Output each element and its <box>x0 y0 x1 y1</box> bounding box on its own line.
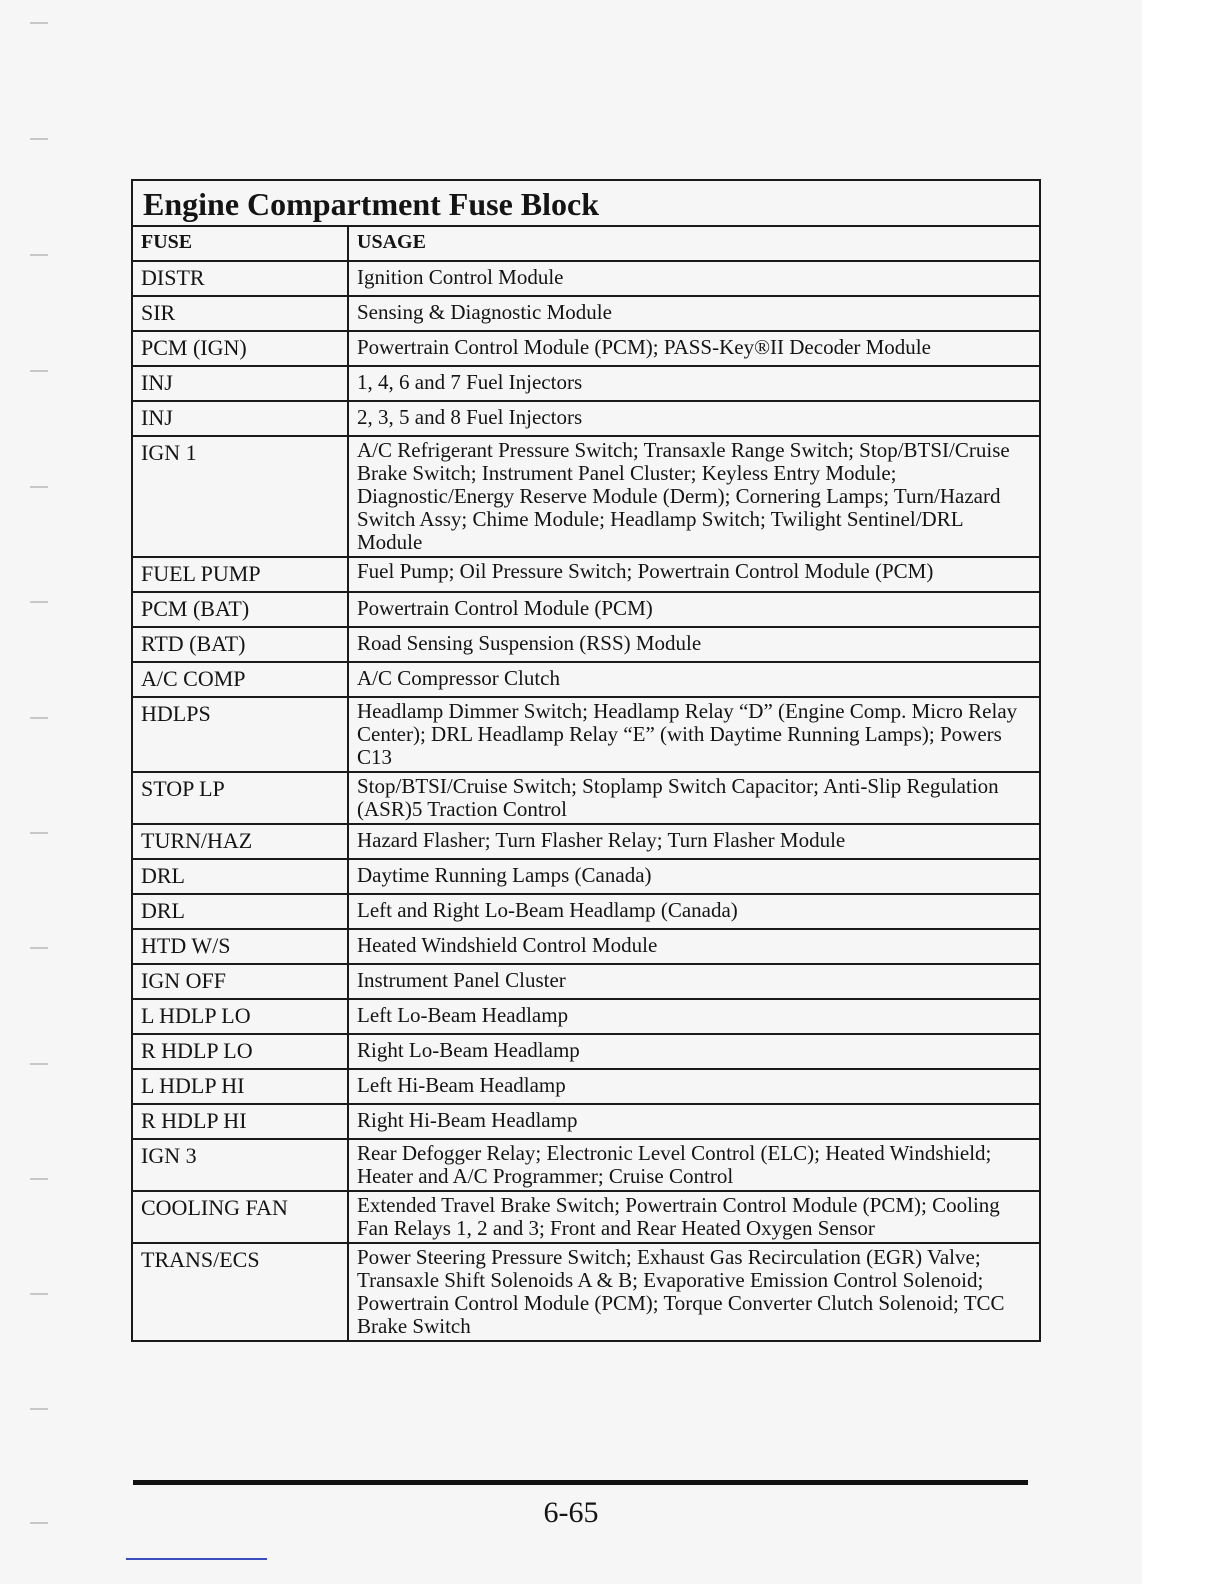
usage-cell: A/C Compressor Clutch <box>357 666 560 690</box>
fuse-cell: DISTR <box>133 262 349 295</box>
fuse-cell: A/C COMP <box>133 663 349 696</box>
fuse-cell: DRL <box>133 860 349 893</box>
usage-cell: A/C Refrigerant Pressure Switch; Transaxle Range Switch; Stop/BTSI/Cruise Brake Switch; Instrument Panel Cluster; Keyless Entry Module; Diagnostic/Energy Reserve Module (Derm); Cornering Lamps; Turn/Hazard Switch Assy; Chime Module; Headlamp Switch; Twilight Sentinel/DRL Module <box>357 438 1010 554</box>
margin-tick <box>30 254 48 256</box>
table-row <box>133 1192 1039 1244</box>
usage-cell: Rear Defogger Relay; Electronic Level Control (ELC); Heated Windshield; Heater and A/C Programmer; Cruise Control <box>357 1141 992 1188</box>
usage-cell: Fuel Pump; Oil Pressure Switch; Powertrain Control Module (PCM) <box>357 559 934 583</box>
table-header-row <box>133 227 1039 262</box>
table-title: Engine Compartment Fuse Block <box>133 181 1039 227</box>
fuse-table <box>131 179 1041 1342</box>
table-row <box>133 930 1039 965</box>
header-usage: USAGE <box>357 231 426 253</box>
usage-cell: Power Steering Pressure Switch; Exhaust Gas Recirculation (EGR) Valve; Transaxle Shift Solenoids A & B; Evaporative Emission Control Solenoid; Powertrain Control Module (PCM); Torque Converter Clutch Solenoid; TCC Brake Switch <box>357 1245 1005 1338</box>
usage-cell: Right Lo-Beam Headlamp <box>357 1038 580 1062</box>
margin-tick <box>30 370 48 372</box>
margin-tick <box>30 1178 48 1180</box>
usage-cell: Left and Right Lo-Beam Headlamp (Canada) <box>357 898 738 922</box>
fuse-cell: IGN OFF <box>133 965 349 998</box>
fuse-cell: STOP LP <box>133 773 349 823</box>
usage-cell: Stop/BTSI/Cruise Switch; Stoplamp Switch Capacitor; Anti-Slip Regulation (ASR)5 Traction Control <box>357 774 999 821</box>
table-row <box>133 860 1039 895</box>
fuse-cell: R HDLP LO <box>133 1035 349 1068</box>
margin-tick <box>30 1408 48 1410</box>
usage-cell: 1, 4, 6 and 7 Fuel Injectors <box>357 370 583 394</box>
table-row <box>133 1035 1039 1070</box>
fuse-cell: RTD (BAT) <box>133 628 349 661</box>
margin-tick <box>30 1063 48 1065</box>
fuse-cell: FUEL PUMP <box>133 558 349 591</box>
usage-cell: Right Hi-Beam Headlamp <box>357 1108 578 1132</box>
fuse-cell: HTD W/S <box>133 930 349 963</box>
fuse-cell: SIR <box>133 297 349 330</box>
margin-tick <box>30 717 48 719</box>
fuse-cell: TRANS/ECS <box>133 1244 349 1340</box>
fuse-cell: PCM (IGN) <box>133 332 349 365</box>
margin-tick <box>30 832 48 834</box>
usage-cell: Powertrain Control Module (PCM); PASS-Key®II Decoder Module <box>357 335 931 359</box>
link-underline <box>126 1558 267 1560</box>
usage-cell: Sensing & Diagnostic Module <box>357 300 612 324</box>
page-number: 6-65 <box>543 1496 599 1529</box>
fuse-cell: HDLPS <box>133 698 349 771</box>
table-row <box>133 593 1039 628</box>
table-row <box>133 825 1039 860</box>
table-row <box>133 402 1039 437</box>
fuse-cell: L HDLP LO <box>133 1000 349 1033</box>
usage-cell: Road Sensing Suspension (RSS) Module <box>357 631 702 655</box>
usage-cell: Heated Windshield Control Module <box>357 933 658 957</box>
header-fuse: FUSE <box>133 227 349 260</box>
table-row <box>133 1070 1039 1105</box>
table-row <box>133 895 1039 930</box>
margin-tick <box>30 947 48 949</box>
fuse-cell: COOLING FAN <box>133 1192 349 1242</box>
table-row <box>133 262 1039 297</box>
usage-cell: Daytime Running Lamps (Canada) <box>357 863 652 887</box>
fuse-cell: IGN 1 <box>133 437 349 556</box>
table-row <box>133 367 1039 402</box>
fuse-cell: INJ <box>133 402 349 435</box>
fuse-cell: TURN/HAZ <box>133 825 349 858</box>
table-row <box>133 332 1039 367</box>
table-row <box>133 663 1039 698</box>
table-row <box>133 1140 1039 1192</box>
table-row <box>133 965 1039 1000</box>
usage-cell: Instrument Panel Cluster <box>357 968 566 992</box>
table-row <box>133 558 1039 593</box>
table-row <box>133 773 1039 825</box>
usage-cell: Headlamp Dimmer Switch; Headlamp Relay “D” (Engine Comp. Micro Relay Center); DRL Headlamp Relay “E” (with Daytime Running Lamps); Powers C13 <box>357 699 1018 769</box>
margin-tick <box>30 138 48 140</box>
margin-tick <box>30 22 48 24</box>
table-row <box>133 1244 1039 1340</box>
table-row <box>133 698 1039 773</box>
fuse-cell: L HDLP HI <box>133 1070 349 1103</box>
usage-cell: Powertrain Control Module (PCM) <box>357 596 653 620</box>
fuse-cell: IGN 3 <box>133 1140 349 1190</box>
table-row <box>133 297 1039 332</box>
margin-tick <box>30 486 48 488</box>
margin-tick <box>30 601 48 603</box>
table-row <box>133 437 1039 558</box>
table-row <box>133 1000 1039 1035</box>
usage-cell: Left Lo-Beam Headlamp <box>357 1003 569 1027</box>
table-row <box>133 628 1039 663</box>
fuse-cell: DRL <box>133 895 349 928</box>
fuse-cell: PCM (BAT) <box>133 593 349 626</box>
fuse-cell: INJ <box>133 367 349 400</box>
table-row <box>133 1105 1039 1140</box>
margin-tick <box>30 1293 48 1295</box>
usage-cell: Extended Travel Brake Switch; Powertrain Control Module (PCM); Cooling Fan Relays 1, 2 and 3; Front and Rear Heated Oxygen Sensor <box>357 1193 1000 1240</box>
footer-rule <box>133 1480 1028 1485</box>
usage-cell: Ignition Control Module <box>357 265 564 289</box>
fuse-cell: R HDLP HI <box>133 1105 349 1138</box>
usage-cell: 2, 3, 5 and 8 Fuel Injectors <box>357 405 583 429</box>
usage-cell: Left Hi-Beam Headlamp <box>357 1073 566 1097</box>
usage-cell: Hazard Flasher; Turn Flasher Relay; Turn Flasher Module <box>357 828 846 852</box>
